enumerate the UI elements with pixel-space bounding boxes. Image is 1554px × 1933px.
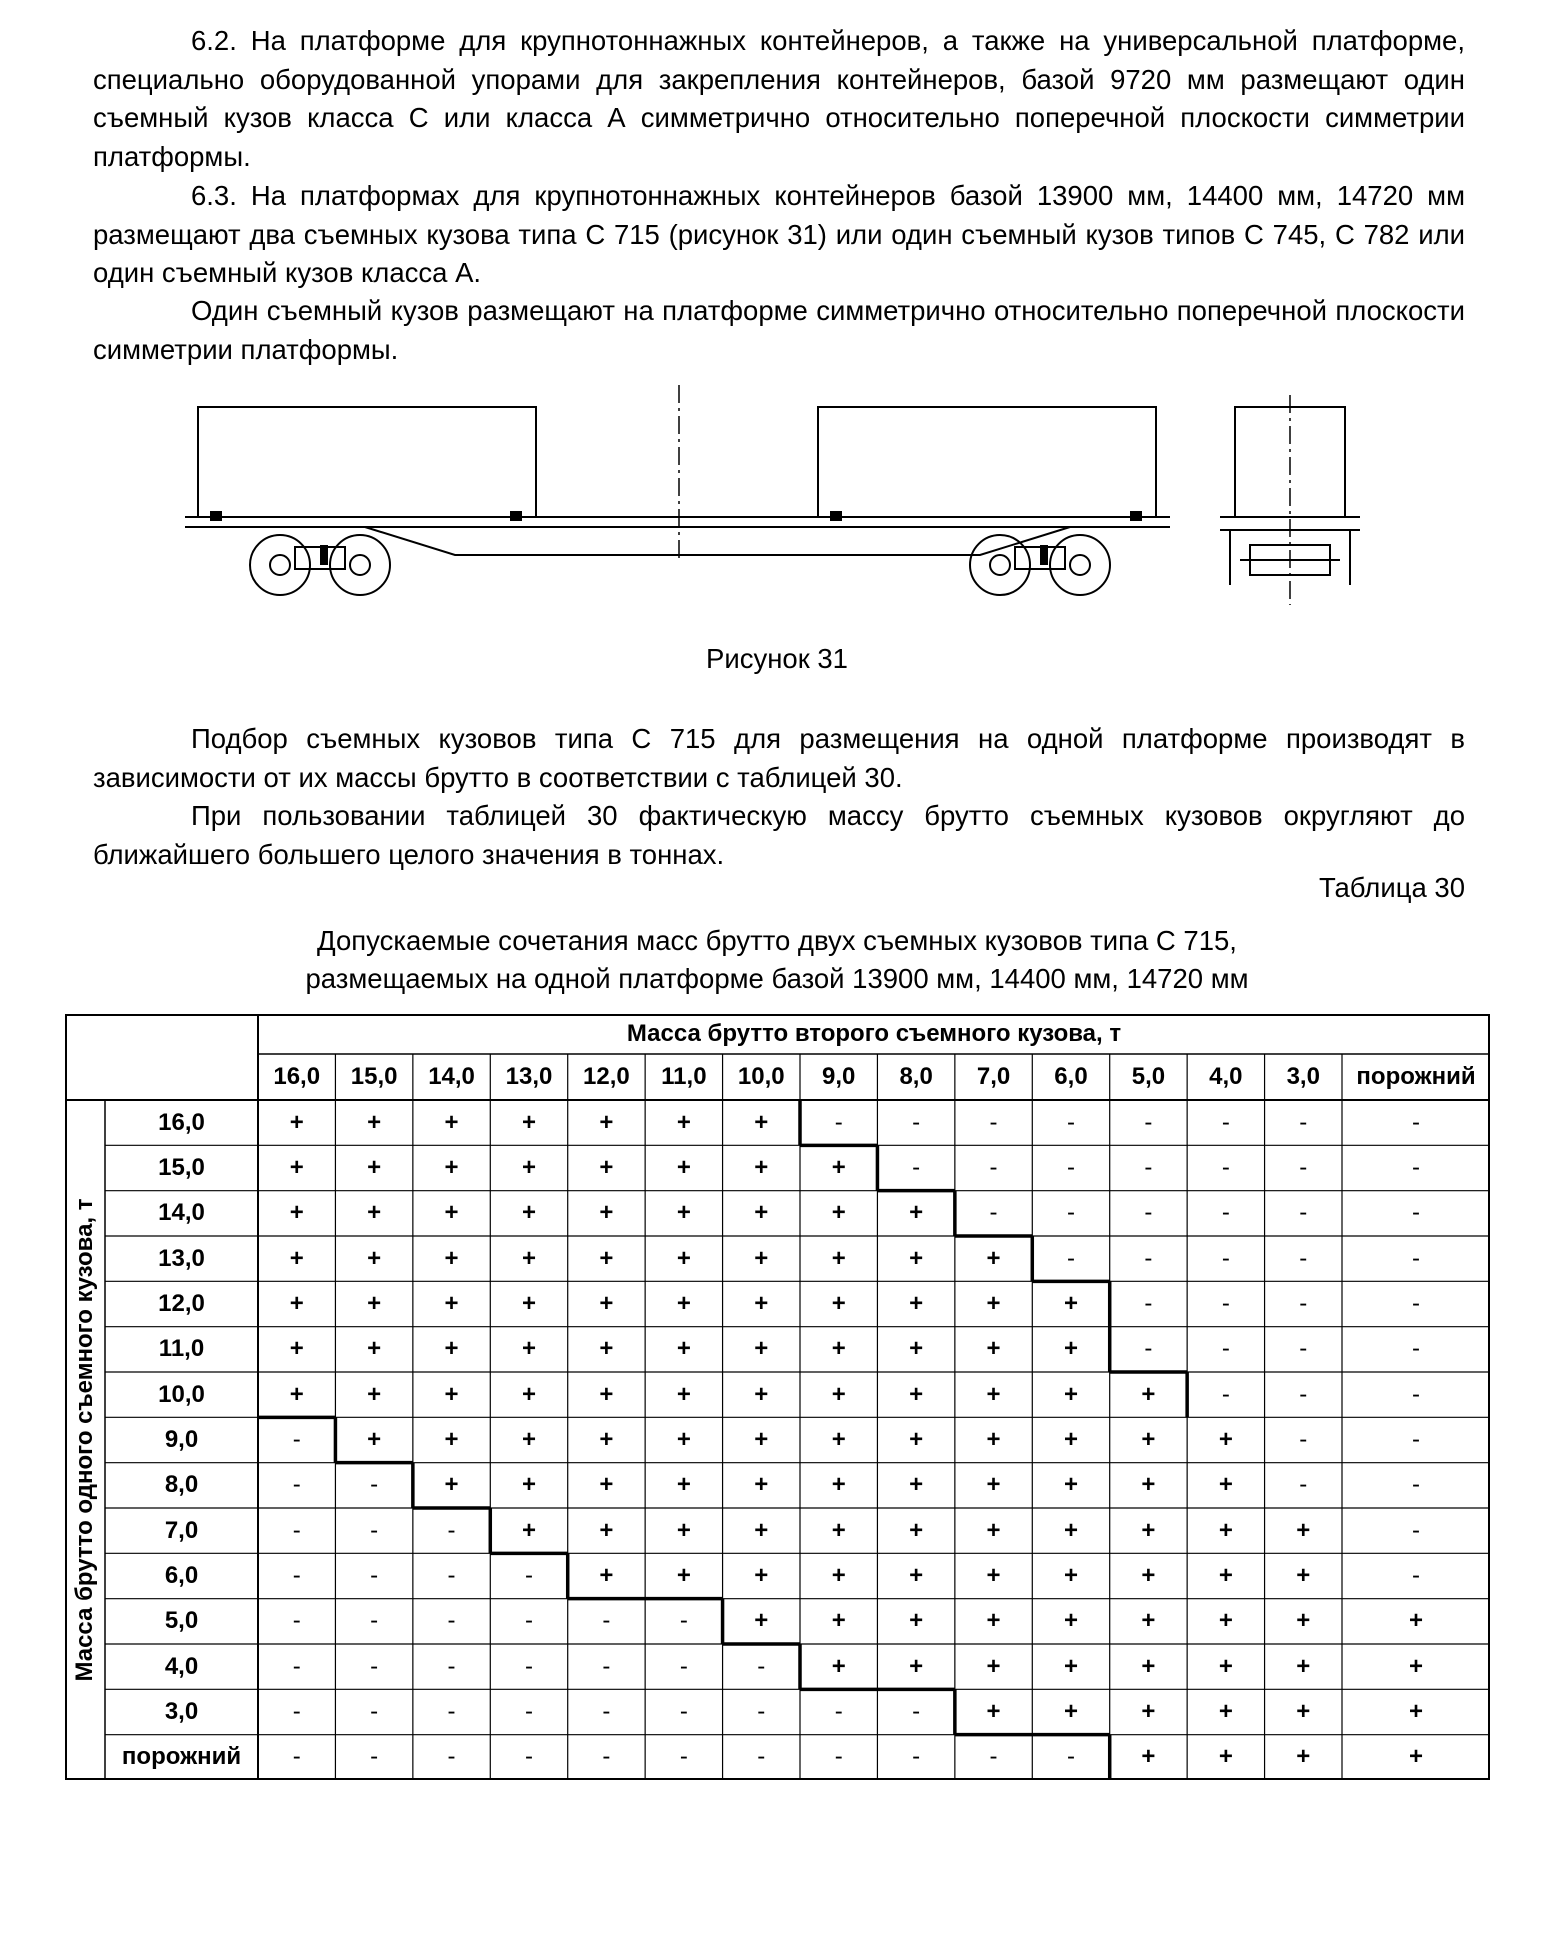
table-cell: -: [370, 1697, 379, 1725]
table-cell: -: [1412, 1153, 1420, 1181]
table-cell: -: [989, 1743, 998, 1771]
table-cell: -: [602, 1652, 611, 1680]
table-title-line-1: Допускаемые сочетания масс брутто двух съемных кузовов типа С 715,: [317, 925, 1237, 956]
table-cell: -: [1412, 1244, 1420, 1272]
table-cell: +: [909, 1289, 924, 1317]
table-cell: +: [909, 1516, 924, 1544]
table-cell: -: [1066, 1244, 1075, 1272]
table-cell: +: [1218, 1652, 1233, 1680]
paragraph-6-3: 6.3. На платформах для крупнотоннажных контейнеров базой 13900 мм, 14400 мм, 14720 мм размещают два съемных кузова типа С 715 (рисунок 31) или один съемный кузов типов С 745, С 782 или один съемный кузов класса А.: [93, 180, 1465, 288]
table-cells: [65, 1014, 1490, 1780]
table-cell: +: [1063, 1289, 1078, 1317]
table-cell: -: [292, 1425, 301, 1453]
table-cell: +: [676, 1153, 691, 1181]
column-header: 10,0: [737, 1063, 785, 1090]
table-cell: -: [447, 1516, 456, 1544]
table-cell: +: [1218, 1516, 1233, 1544]
table-cell: -: [447, 1743, 456, 1771]
table-cell: +: [367, 1108, 382, 1136]
table-cell: +: [831, 1471, 846, 1499]
row-label: 9,0: [164, 1425, 199, 1453]
paragraph-6-2: 6.2. На платформе для крупнотоннажных контейнеров, а также на универсальной платформе, специально оборудованной упорами для закрепления контейнеров, базой 9720 мм размещают один съемный кузов класса С или класса А симметрично относительно поперечной плоскости симметрии платформы.: [93, 25, 1465, 172]
table-cell: +: [521, 1380, 536, 1408]
table-cell: +: [909, 1380, 924, 1408]
table-cell: +: [754, 1289, 769, 1317]
table-cell: -: [989, 1153, 998, 1181]
table-cell: +: [1296, 1697, 1311, 1725]
table-cell: -: [524, 1561, 533, 1589]
table-cell: -: [1412, 1471, 1420, 1499]
column-header: 4,0: [1209, 1063, 1243, 1090]
table-cell: +: [986, 1607, 1001, 1635]
flatcar-drawing: [170, 385, 1370, 625]
table-cell: +: [831, 1561, 846, 1589]
table-cell: +: [599, 1153, 614, 1181]
table-cell: +: [1141, 1516, 1156, 1544]
table-cell: -: [1221, 1335, 1230, 1363]
row-label: 7,0: [164, 1516, 199, 1544]
table-cell: +: [599, 1199, 614, 1227]
table-cell: -: [1299, 1335, 1308, 1363]
table-cell: +: [754, 1153, 769, 1181]
table-cell: +: [367, 1425, 382, 1453]
table-cell: +: [676, 1244, 691, 1272]
table-cell: +: [986, 1561, 1001, 1589]
table-cell: +: [289, 1108, 304, 1136]
table-cell: +: [1063, 1471, 1078, 1499]
table-cell: -: [1144, 1199, 1153, 1227]
table-cell: +: [1063, 1380, 1078, 1408]
row-header-title: Масса брутто одного съемного кузова, т: [71, 1198, 98, 1682]
table-cell: +: [1218, 1607, 1233, 1635]
table-cell: -: [1299, 1289, 1308, 1317]
table-cell: +: [909, 1199, 924, 1227]
table-cell: -: [834, 1108, 843, 1136]
table-cell: +: [1063, 1652, 1078, 1680]
table-cell: +: [831, 1652, 846, 1680]
table-cell: -: [1412, 1289, 1420, 1317]
table-cell: +: [1296, 1743, 1311, 1771]
table-cell: -: [292, 1561, 301, 1589]
table-cell: +: [1296, 1652, 1311, 1680]
table-cell: +: [444, 1471, 459, 1499]
row-label: 4,0: [164, 1652, 199, 1680]
table-cell: +: [599, 1516, 614, 1544]
table-cell: +: [1296, 1607, 1311, 1635]
column-header: порожний: [1356, 1063, 1476, 1090]
table-cell: +: [909, 1425, 924, 1453]
table-cell: +: [599, 1335, 614, 1363]
table-cell: +: [289, 1335, 304, 1363]
table-cell: -: [989, 1108, 998, 1136]
table-cell: -: [1299, 1199, 1308, 1227]
table-cell: +: [521, 1289, 536, 1317]
table-cell: -: [370, 1561, 379, 1589]
table-cell: +: [1141, 1471, 1156, 1499]
table-cell: -: [292, 1516, 301, 1544]
table-title-line-2: размещаемых на одной платформе базой 13900 мм, 14400 мм, 14720 мм: [305, 963, 1249, 994]
table-cell: +: [909, 1471, 924, 1499]
table-cell: -: [1221, 1199, 1230, 1227]
table-cell: +: [367, 1199, 382, 1227]
row-label: порожний: [121, 1743, 242, 1771]
figure-caption: Рисунок 31: [706, 643, 848, 674]
table-cell: -: [1299, 1108, 1308, 1136]
table-cell: -: [447, 1561, 456, 1589]
platform-fishbelly: [365, 527, 1070, 555]
table-cell: -: [989, 1199, 998, 1227]
table-cell: +: [1141, 1561, 1156, 1589]
table-cell: +: [754, 1335, 769, 1363]
table-cell: +: [521, 1425, 536, 1453]
table-cell: +: [1141, 1607, 1156, 1635]
table-cell: -: [1221, 1108, 1230, 1136]
table-cell: -: [292, 1607, 301, 1635]
table-cell: +: [367, 1244, 382, 1272]
table-cell: +: [676, 1335, 691, 1363]
table-cell: -: [1412, 1425, 1420, 1453]
table-cell: -: [757, 1652, 766, 1680]
table-cell: +: [831, 1199, 846, 1227]
right-wheel-1: [970, 535, 1030, 595]
table-cell: +: [444, 1108, 459, 1136]
table-cell: +: [676, 1471, 691, 1499]
table-cell: +: [1218, 1471, 1233, 1499]
table-cell: +: [289, 1244, 304, 1272]
table-cell: +: [521, 1108, 536, 1136]
table-cell: +: [831, 1244, 846, 1272]
table-cell: +: [676, 1289, 691, 1317]
table-cell: +: [986, 1697, 1001, 1725]
row-label: 6,0: [164, 1561, 199, 1589]
table-cell: +: [831, 1153, 846, 1181]
row-label: 3,0: [164, 1697, 199, 1725]
table-cell: +: [1063, 1516, 1078, 1544]
table-cell: -: [1299, 1425, 1308, 1453]
column-header: 12,0: [583, 1063, 630, 1090]
table-cell: -: [1221, 1153, 1230, 1181]
table-cell: +: [1063, 1561, 1078, 1589]
table-cell: +: [599, 1380, 614, 1408]
table-cell: +: [1408, 1652, 1423, 1680]
table-label: Таблица 30: [1318, 872, 1465, 903]
table-cell: +: [1408, 1697, 1423, 1725]
row-label: 5,0: [164, 1607, 199, 1635]
row-label: 13,0: [158, 1244, 205, 1272]
table-cell: -: [679, 1607, 688, 1635]
table-cell: -: [1412, 1561, 1420, 1589]
table-cell: -: [757, 1697, 766, 1725]
table-cell: -: [447, 1697, 456, 1725]
table-cell: +: [986, 1289, 1001, 1317]
table-cell: -: [1144, 1289, 1153, 1317]
table-cell: -: [370, 1471, 379, 1499]
column-header: 15,0: [350, 1063, 398, 1090]
table-cell: +: [676, 1425, 691, 1453]
table-cell: +: [521, 1153, 536, 1181]
table-cell: -: [912, 1743, 921, 1771]
table-cell: -: [1066, 1199, 1075, 1227]
table-cell: +: [521, 1516, 536, 1544]
table-cell: -: [1144, 1108, 1153, 1136]
table-cell: -: [912, 1153, 921, 1181]
column-header-title: Масса брутто второго съемного кузова, т: [626, 1020, 1122, 1047]
table-cell: +: [367, 1335, 382, 1363]
row-label: 12,0: [158, 1289, 205, 1317]
table-cell: +: [367, 1289, 382, 1317]
table-cell: +: [599, 1425, 614, 1453]
table-cell: +: [289, 1380, 304, 1408]
table-cell: -: [1412, 1516, 1420, 1544]
row-label: 16,0: [158, 1108, 205, 1136]
table-cell: +: [289, 1199, 304, 1227]
table-cell: +: [676, 1108, 691, 1136]
paragraph-rounding: При пользовании таблицей 30 фактическую массу брутто съемных кузовов округляют до ближайшего большего целого значения в тоннах.: [93, 800, 1465, 870]
column-header: 14,0: [428, 1063, 475, 1090]
table-cell: -: [912, 1697, 921, 1725]
right-wheel-2: [1050, 535, 1110, 595]
table-cell: -: [1221, 1380, 1230, 1408]
table-cell: +: [1296, 1516, 1311, 1544]
table-cell: +: [444, 1153, 459, 1181]
table-cell: -: [679, 1743, 688, 1771]
table-cell: +: [599, 1471, 614, 1499]
table-cell: -: [292, 1697, 301, 1725]
table-cell: -: [679, 1652, 688, 1680]
table-cell: +: [831, 1335, 846, 1363]
right-container: [818, 407, 1156, 517]
table-cell: +: [1063, 1607, 1078, 1635]
table-cell: +: [1141, 1380, 1156, 1408]
row-label: 14,0: [158, 1199, 205, 1227]
table-cell: +: [676, 1561, 691, 1589]
table-cell: +: [599, 1108, 614, 1136]
table-cell: -: [1299, 1244, 1308, 1272]
table-cell: -: [1412, 1335, 1420, 1363]
table-cell: +: [986, 1516, 1001, 1544]
table-cell: +: [599, 1561, 614, 1589]
column-header: 5,0: [1131, 1063, 1166, 1090]
table-cell: +: [909, 1244, 924, 1272]
table-cell: -: [602, 1607, 611, 1635]
table-cell: +: [1408, 1743, 1423, 1771]
table-cell: -: [1144, 1244, 1153, 1272]
table-cell: -: [292, 1743, 301, 1771]
table-cell: -: [1412, 1199, 1420, 1227]
table-cell: +: [909, 1561, 924, 1589]
table-cell: -: [524, 1607, 533, 1635]
table-cell: +: [831, 1289, 846, 1317]
table-cell: +: [599, 1289, 614, 1317]
table-cell: +: [676, 1516, 691, 1544]
table-cell: +: [1218, 1425, 1233, 1453]
table-cell: -: [1066, 1743, 1075, 1771]
table-cell: -: [1144, 1335, 1153, 1363]
table-cell: -: [1066, 1108, 1075, 1136]
table-cell: +: [444, 1335, 459, 1363]
column-header: 8,0: [899, 1063, 933, 1090]
table-cell: +: [986, 1244, 1001, 1272]
table-cell: -: [370, 1652, 379, 1680]
table-cell: +: [444, 1244, 459, 1272]
table-cell: +: [444, 1425, 459, 1453]
table-cell: +: [521, 1199, 536, 1227]
table-cell: +: [754, 1244, 769, 1272]
table-cell: +: [367, 1380, 382, 1408]
table-cell: +: [754, 1380, 769, 1408]
table-cell: +: [831, 1380, 846, 1408]
column-header: 11,0: [661, 1063, 707, 1090]
table-cell: +: [1063, 1425, 1078, 1453]
table-cell: -: [912, 1108, 921, 1136]
table-cell: +: [1063, 1335, 1078, 1363]
left-wheel-1: [250, 535, 310, 595]
table-cell: -: [1221, 1244, 1230, 1272]
table-cell: -: [1144, 1153, 1153, 1181]
table-cell: +: [444, 1380, 459, 1408]
table-cell: +: [367, 1153, 382, 1181]
table-cell: -: [602, 1743, 611, 1771]
table-cell: +: [521, 1244, 536, 1272]
paragraph-single-body: Один съемный кузов размещают на платформе симметрично относительно поперечной плоскости симметрии платформы.: [93, 295, 1465, 365]
table-cell: +: [1296, 1561, 1311, 1589]
table-cell: +: [986, 1652, 1001, 1680]
column-header: 13,0: [505, 1063, 553, 1090]
platform-figure: [170, 385, 1370, 625]
column-header: 9,0: [822, 1063, 856, 1090]
table-cell: -: [757, 1743, 766, 1771]
table-cell: +: [986, 1380, 1001, 1408]
paragraph-selection: Подбор съемных кузовов типа С 715 для размещения на одной платформе производят в зависимости от их массы брутто в соответствии с таблицей 30.: [93, 723, 1465, 793]
table-cell: +: [754, 1471, 769, 1499]
table-cell: +: [1218, 1743, 1233, 1771]
table-cell: +: [754, 1607, 769, 1635]
table-cell: +: [289, 1289, 304, 1317]
platform-frame: [185, 517, 1170, 527]
table-cell: -: [834, 1697, 843, 1725]
table-cell: +: [909, 1607, 924, 1635]
table-cell: +: [289, 1153, 304, 1181]
table-cell: +: [1218, 1697, 1233, 1725]
table-cell: +: [986, 1471, 1001, 1499]
table-cell: -: [834, 1743, 843, 1771]
table-cell: +: [909, 1335, 924, 1363]
table-cell: -: [679, 1697, 688, 1725]
table-cell: -: [370, 1743, 379, 1771]
table-cell: -: [447, 1607, 456, 1635]
left-container: [198, 407, 536, 517]
table-cell: +: [1218, 1561, 1233, 1589]
table-cell: -: [292, 1471, 301, 1499]
table-cell: -: [1221, 1289, 1230, 1317]
table-cell: +: [1063, 1697, 1078, 1725]
column-header: 3,0: [1286, 1063, 1320, 1090]
table-cell: -: [447, 1652, 456, 1680]
table-cell: -: [1299, 1153, 1308, 1181]
table-title: [0, 922, 1554, 998]
table-cell: +: [599, 1244, 614, 1272]
table-cell: +: [521, 1335, 536, 1363]
table-cell: -: [524, 1652, 533, 1680]
column-header: 7,0: [976, 1063, 1011, 1090]
table-cell: -: [602, 1697, 611, 1725]
table-cell: +: [754, 1108, 769, 1136]
column-header: 6,0: [1054, 1063, 1088, 1090]
table-cell: -: [524, 1697, 533, 1725]
table-cell: +: [909, 1652, 924, 1680]
table-cell: +: [831, 1516, 846, 1544]
row-label: 11,0: [158, 1335, 205, 1363]
table-cell: +: [676, 1380, 691, 1408]
table-cell: +: [1141, 1652, 1156, 1680]
combinations-table: [65, 1014, 1490, 1780]
table-cell: -: [1412, 1108, 1420, 1136]
table-cell: -: [292, 1652, 301, 1680]
table-cell: +: [1408, 1607, 1423, 1635]
table-cell: +: [444, 1289, 459, 1317]
table-cell: +: [444, 1199, 459, 1227]
row-label: 10,0: [158, 1380, 205, 1408]
table-cell: -: [1299, 1380, 1308, 1408]
table-cell: -: [1299, 1471, 1308, 1499]
row-label: 8,0: [164, 1471, 199, 1499]
table-cell: +: [986, 1425, 1001, 1453]
table-cell: +: [754, 1199, 769, 1227]
table-cell: -: [370, 1516, 379, 1544]
column-header: 16,0: [273, 1063, 321, 1090]
table-cell: -: [524, 1743, 533, 1771]
table-cell: -: [370, 1607, 379, 1635]
left-wheel-2: [330, 535, 390, 595]
table-cell: +: [754, 1561, 769, 1589]
table-cell: +: [1141, 1743, 1156, 1771]
table-cell: +: [831, 1607, 846, 1635]
table-cell: -: [1066, 1153, 1075, 1181]
table-cell: +: [986, 1335, 1001, 1363]
table-cell: +: [676, 1199, 691, 1227]
table-cell: +: [1141, 1697, 1156, 1725]
table-cell: +: [754, 1425, 769, 1453]
table-cell: +: [754, 1516, 769, 1544]
table-cell: +: [831, 1425, 846, 1453]
table-cell: +: [521, 1471, 536, 1499]
row-label: 15,0: [158, 1153, 205, 1181]
table-cell: -: [1412, 1380, 1420, 1408]
table-cell: +: [1141, 1425, 1156, 1453]
